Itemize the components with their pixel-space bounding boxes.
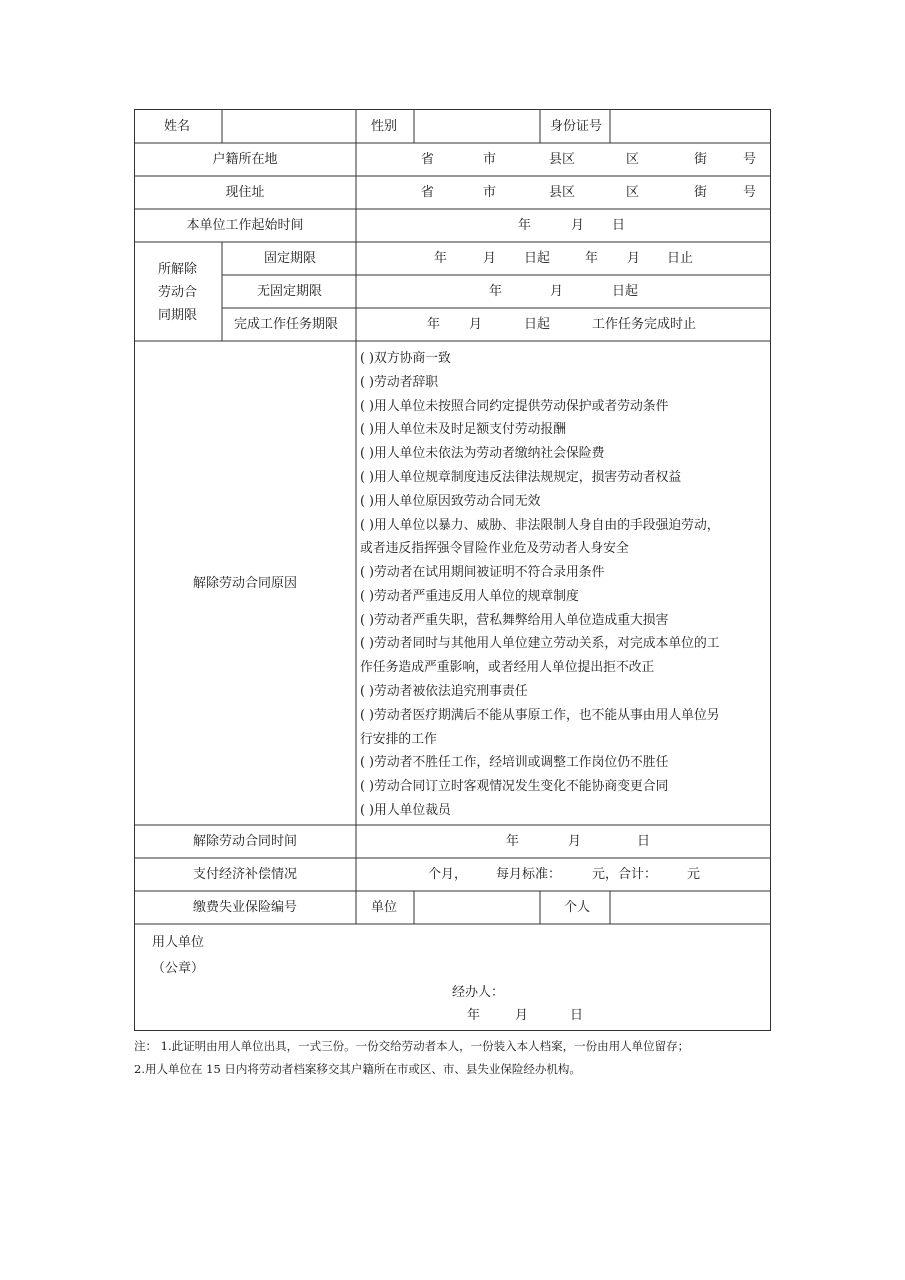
reason-item[interactable]: ( )用人单位未及时足额支付劳动报酬 xyxy=(360,422,567,437)
current-address-label: 现住址 xyxy=(225,185,265,200)
household-district: 区 xyxy=(626,152,640,167)
address-district: 区 xyxy=(626,185,640,200)
reason-item[interactable]: ( )劳动者在试用期间被证明不符合录用条件 xyxy=(360,565,605,580)
open-day-start: 日起 xyxy=(612,284,639,299)
address-number: 号 xyxy=(743,185,757,200)
open-month: 月 xyxy=(550,284,564,299)
compensation-months: 个月， xyxy=(428,867,468,882)
handler-label: 经办人： xyxy=(452,985,505,1000)
contract-term-group-line1: 所解除 xyxy=(158,262,198,277)
reason-item[interactable]: ( )劳动者同时与其他用人单位建立劳动关系，对完成本单位的工 xyxy=(360,636,720,651)
name-label: 姓名 xyxy=(164,119,191,134)
signature-month: 月 xyxy=(515,1008,529,1023)
reason-item[interactable]: ( )劳动者不胜任工作，经培训或调整工作岗位仍不胜任 xyxy=(360,755,669,770)
task-month: 月 xyxy=(469,317,483,332)
reason-item[interactable]: ( )劳动者严重违反用人单位的规章制度 xyxy=(360,589,579,604)
contract-term-group-line3: 同期限 xyxy=(158,308,198,323)
fixed-term-label: 固定期限 xyxy=(264,251,317,266)
start-year: 年 xyxy=(518,218,532,233)
household-city: 市 xyxy=(483,152,497,167)
employer-label: 用人单位 xyxy=(152,935,205,950)
reasons-label: 解除劳动合同原因 xyxy=(192,576,298,591)
reason-item[interactable]: ( )劳动合同订立时客观情况发生变化不能协商变更合同 xyxy=(360,779,669,794)
fixed-year1: 年 xyxy=(434,251,448,266)
household-label: 户籍所在地 xyxy=(212,152,278,167)
open-term-label: 无固定期限 xyxy=(257,284,323,299)
insurance-unit-label: 单位 xyxy=(371,900,398,915)
termination-certificate-form xyxy=(134,109,771,1031)
household-county: 县区 xyxy=(549,152,576,167)
compensation-total: 元，合计： xyxy=(592,867,658,882)
note-line-1: 注： 1.此证明由用人单位出具，一式三份。一份交给劳动者本人，一份装入本人档案，一份由用人单位留存； xyxy=(134,1039,690,1053)
fixed-day-end: 日止 xyxy=(667,251,694,266)
address-county: 县区 xyxy=(549,185,576,200)
reason-item-continued: 作任务造成严重影响，或者经用人单位提出拒不改正 xyxy=(360,660,655,675)
start-day: 日 xyxy=(612,218,626,233)
task-day-start: 日起 xyxy=(524,317,551,332)
name-field[interactable] xyxy=(223,110,355,142)
household-street: 街 xyxy=(694,152,708,167)
note-line-2: 2.用人单位在 15 日内将劳动者档案移交其户籍所在市或区、市、县失业保险经办机构。 xyxy=(134,1062,581,1076)
reason-item[interactable]: ( )双方协商一致 xyxy=(360,351,451,366)
termination-month: 月 xyxy=(568,834,582,849)
id-number-field[interactable] xyxy=(611,110,769,142)
household-number: 号 xyxy=(743,152,757,167)
insurance-unit-field[interactable] xyxy=(415,892,539,923)
compensation-monthly-standard: 每月标准： xyxy=(496,867,562,882)
reason-item[interactable]: ( )劳动者辞职 xyxy=(360,375,439,390)
task-completion-end: 工作任务完成时止 xyxy=(592,317,697,332)
reason-item[interactable]: ( )劳动者医疗期满后不能从事原工作，也不能从事由用人单位另 xyxy=(360,708,720,723)
insurance-number-label: 缴费失业保险编号 xyxy=(192,900,298,915)
reason-item[interactable]: ( )用人单位规章制度违反法律法规规定，损害劳动者权益 xyxy=(360,470,682,485)
task-year: 年 xyxy=(427,317,441,332)
signature-year: 年 xyxy=(467,1008,481,1023)
official-seal: （公章） xyxy=(152,961,205,976)
id-number-label: 身份证号 xyxy=(550,119,603,134)
termination-year: 年 xyxy=(506,834,520,849)
termination-date-label: 解除劳动合同时间 xyxy=(192,834,298,849)
insurance-personal-field[interactable] xyxy=(611,892,769,923)
termination-day: 日 xyxy=(637,834,651,849)
compensation-yuan: 元 xyxy=(687,867,701,882)
fixed-year2: 年 xyxy=(585,251,599,266)
address-street: 街 xyxy=(694,185,708,200)
start-date-label: 本单位工作起始时间 xyxy=(186,218,304,233)
reason-item[interactable]: ( )用人单位裁员 xyxy=(360,803,451,818)
fixed-month2: 月 xyxy=(627,251,641,266)
household-province: 省 xyxy=(421,152,435,167)
reason-item-continued: 或者违反指挥强令冒险作业危及劳动者人身安全 xyxy=(360,541,629,556)
address-city: 市 xyxy=(483,185,497,200)
gender-label: 性别 xyxy=(371,119,398,134)
reason-item-continued: 行安排的工作 xyxy=(360,732,437,747)
open-year: 年 xyxy=(489,284,503,299)
reason-item[interactable]: ( )用人单位原因致劳动合同无效 xyxy=(360,494,541,509)
reason-item[interactable]: ( )用人单位未依法为劳动者缴纳社会保险费 xyxy=(360,446,605,461)
reason-item[interactable]: ( )劳动者严重失职，营私舞弊给用人单位造成重大损害 xyxy=(360,613,669,628)
reason-item[interactable]: ( )用人单位以暴力、威胁、非法限制人身自由的手段强迫劳动， xyxy=(360,518,720,533)
contract-term-group-line2: 劳动合 xyxy=(158,285,198,300)
compensation-label: 支付经济补偿情况 xyxy=(192,867,298,882)
insurance-personal-label: 个人 xyxy=(564,900,591,915)
start-month: 月 xyxy=(571,218,585,233)
fixed-day-start: 日起 xyxy=(524,251,551,266)
address-province: 省 xyxy=(421,185,435,200)
signature-day: 日 xyxy=(570,1008,584,1023)
task-term-label: 完成工作任务期限 xyxy=(234,317,339,332)
reason-item[interactable]: ( )用人单位未按照合同约定提供劳动保护或者劳动条件 xyxy=(360,399,669,414)
reason-item[interactable]: ( )劳动者被依法追究刑事责任 xyxy=(360,684,528,699)
fixed-month1: 月 xyxy=(483,251,497,266)
gender-field[interactable] xyxy=(415,110,539,142)
